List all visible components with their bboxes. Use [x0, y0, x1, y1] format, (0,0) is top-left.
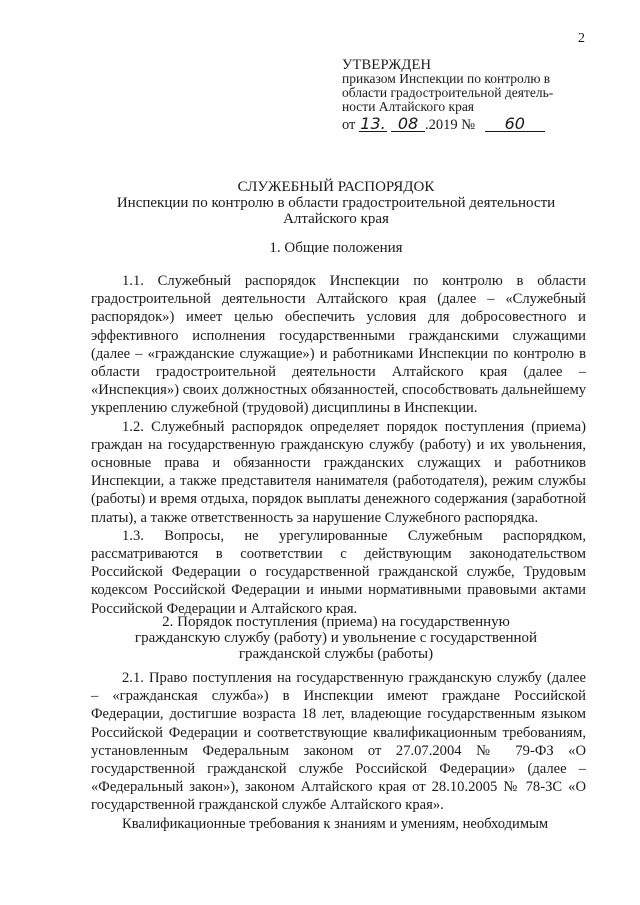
document-title — [0, 179, 640, 227]
section-2-heading-line: 2. Порядок поступления (приема) на государственную — [162, 614, 510, 630]
document-title-subtitle: Инспекции по контролю в области градостроительной деятельности — [116, 195, 556, 211]
page-number: 2 — [578, 31, 585, 46]
document-title-subtitle: Алтайского края — [283, 211, 389, 227]
section-2-heading-line: гражданскую службу (работу) и увольнение с государственной — [134, 630, 538, 646]
approval-stamp — [342, 58, 592, 114]
paragraph: Квалификационные требования к знаниям и умениям, необходимым — [122, 815, 549, 832]
paragraph: 1.1. Служебный распорядок Инспекции по контролю в области градостроительной деятельности Алтайского края (далее – «Служебный распорядок») имеет целью обеспечить условия для добросовестного и эффективного исполнения государственными гражданскими служащими (далее – «гражданские служащие») и работниками Инспекции по контролю в области градостроительной деятельности Алтайского края (далее – «Инспекция») своих должностных обязанностей, способствовать дальнейшему укреплению служебной (трудовой) дисциплины в Инспекции. — [91, 273, 586, 417]
paragraph: 1.2. Служебный распорядок определяет порядок поступления (приема) граждан на государственную гражданскую службу (работу) и их увольнения, основные права и обязанности гражданских служащих и работников Инспекции, а также представителя нанимателя (работодателя), режим службы (работы) и время отдыха, порядок выплаты денежного содержания (заработной платы), а также ответственность за нарушение Служебного распорядка. — [91, 418, 587, 526]
approval-title: УТВЕРЖДЕН — [342, 57, 432, 73]
section-2-heading-line: гражданской службы (работы) — [238, 646, 434, 662]
handwritten-month: 08 — [391, 117, 425, 132]
section-2-heading — [0, 614, 640, 662]
approval-line: области градостроительной деятель- — [342, 85, 554, 100]
paragraph: 2.1. Право поступления на государственную гражданскую службу (далее – «гражданская служба») в Инспекции имеют граждане Российской Федерации, достигшие возраста 18 лет, владеющие государственным языком Российской Федерации и соответствующие квалификационным требованиям, установленным Федеральным законом от 27.07.2004 № 79-ФЗ «О государственной гражданской службе Российской Федерации» (далее – «Федеральный закон»), законом Алтайского края от 28.10.2005 № 78-ЗС «О государственной гражданской службе Алтайского края». — [91, 670, 586, 814]
date-prefix: от — [342, 117, 356, 133]
document-title-main: СЛУЖЕБНЫЙ РАСПОРЯДОК — [237, 179, 435, 195]
paragraph: 1.3. Вопросы, не урегулированные Служебным распорядком, рассматриваются в соответствии с действующим законодательством Российской Федерации о государственной гражданской службе, Трудовым кодексом Российской Федерации и иными нормативными правовыми актами Российской Федерации и Алтайского края. — [91, 527, 586, 617]
handwritten-day: 13. — [360, 114, 386, 133]
approval-line: ности Алтайского края — [342, 99, 475, 114]
section-1-body — [91, 272, 586, 618]
approval-line: приказом Инспекции по контролю в — [342, 71, 551, 86]
section-1-heading: 1. Общие положения — [269, 240, 403, 256]
date-year: .2019 № — [425, 117, 476, 133]
handwritten-order-number: 60 — [485, 117, 545, 132]
section-2-body — [91, 669, 586, 833]
approval-date — [342, 114, 545, 134]
